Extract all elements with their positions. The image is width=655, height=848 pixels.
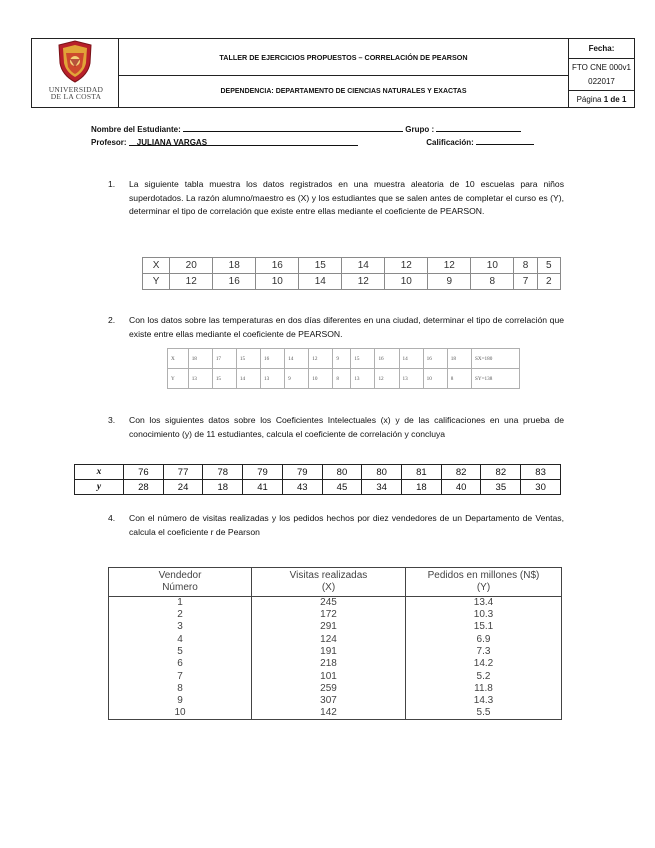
exercise-2-text: Con los datos sobre las temperaturas en dos días diferentes en una ciudad, determinar el tipo de correlación que existe entre ellas mediante el coeficiente de PEARSON. xyxy=(129,315,564,339)
table-cell: 15 xyxy=(236,349,260,369)
logo-text-line1: UNIVERSIDAD xyxy=(48,85,104,94)
table-row xyxy=(109,609,562,621)
table-cell: 16 xyxy=(261,349,285,369)
table-row xyxy=(109,634,562,646)
table-cell: X xyxy=(143,258,170,274)
table-cell: 10 xyxy=(309,369,333,389)
exercise-2-number: 2. xyxy=(108,315,116,325)
table-cell: 34 xyxy=(362,480,402,495)
table-cell: 82 xyxy=(441,465,481,480)
table-cell: 7 xyxy=(109,670,252,682)
table-cell: 35 xyxy=(481,480,521,495)
page-mid: de xyxy=(608,94,622,104)
table-cell: 40 xyxy=(441,480,481,495)
professor-row xyxy=(91,137,534,147)
column-header-line: Vendedor xyxy=(158,570,202,581)
table-cell: Y xyxy=(168,369,189,389)
table-cell: 5.2 xyxy=(406,670,562,682)
table-cell: 13.4 xyxy=(406,597,562,610)
table-cell: 1 xyxy=(109,597,252,610)
table-cell: 15.1 xyxy=(406,621,562,633)
table-cell: x xyxy=(75,465,124,480)
shield-icon xyxy=(32,39,118,85)
table-row xyxy=(109,683,562,695)
table-cell: 5 xyxy=(109,646,252,658)
table-row xyxy=(109,646,562,658)
column-header-line: (Y) xyxy=(476,582,491,593)
table-cell: 4 xyxy=(109,634,252,646)
exercise-1-table xyxy=(142,257,561,290)
table-cell: 14 xyxy=(236,369,260,389)
university-logo xyxy=(32,39,119,107)
table-cell: 14 xyxy=(399,349,423,369)
table-cell: 79 xyxy=(243,465,283,480)
professor-name: JULIANA VARGAS xyxy=(136,138,208,147)
table-cell: 142 xyxy=(252,707,406,720)
table-cell: 41 xyxy=(243,480,283,495)
table-cell: 15 xyxy=(212,369,236,389)
exercise-1-number: 1. xyxy=(108,179,116,189)
table-cell: 82 xyxy=(481,465,521,480)
exercise-4-text: Con el número de visitas realizadas y los pedidos hechos por diez vendedores de un Departamento de Ventas, calcula el coeficiente r de Pearson xyxy=(129,513,564,537)
table-row xyxy=(75,465,561,480)
table-cell: 30 xyxy=(521,480,561,495)
exercise-4-number: 4. xyxy=(108,513,116,523)
document-code-line2: 022017 xyxy=(588,77,615,86)
table-cell: 18 xyxy=(188,349,212,369)
table-cell: 8 xyxy=(447,369,471,389)
table-cell: 77 xyxy=(163,465,203,480)
table-cell: 13 xyxy=(399,369,423,389)
column-header-line: (X) xyxy=(321,582,336,593)
grade-field[interactable] xyxy=(476,137,534,145)
table-cell: 16 xyxy=(256,258,299,274)
table-cell: 13 xyxy=(261,369,285,389)
table-cell: 8 xyxy=(333,369,351,389)
table-cell: 13 xyxy=(188,369,212,389)
table-cell: 83 xyxy=(521,465,561,480)
table-cell: 79 xyxy=(282,465,322,480)
table-cell: 9 xyxy=(428,274,471,290)
dependency-label: DEPENDENCIA: DEPARTAMENTO DE CIENCIAS NATURALES Y EXACTAS xyxy=(119,76,569,107)
column-header-line: Número xyxy=(162,582,198,593)
table-cell: 172 xyxy=(252,609,406,621)
table-cell: X xyxy=(168,349,189,369)
exercise-4-table xyxy=(108,567,562,720)
table-cell: 5.5 xyxy=(406,707,562,720)
table-cell: 12 xyxy=(170,274,213,290)
table-row xyxy=(109,707,562,720)
table-cell: 291 xyxy=(252,621,406,633)
table-cell: 80 xyxy=(322,465,362,480)
table-cell: 16 xyxy=(375,349,399,369)
document-title: TALLER DE EJERCICIOS PROPUESTOS – CORRELACIÓN DE PEARSON xyxy=(119,39,569,76)
table-cell: 80 xyxy=(362,465,402,480)
table-cell: 24 xyxy=(163,480,203,495)
table-cell: 76 xyxy=(124,465,164,480)
exercise-3-table xyxy=(74,464,561,495)
table-cell: 6 xyxy=(109,658,252,670)
table-cell: 12 xyxy=(309,349,333,369)
table-cell: 10 xyxy=(471,258,514,274)
table-cell: 14 xyxy=(285,349,309,369)
table-cell: 14.3 xyxy=(406,695,562,707)
table-cell: 2 xyxy=(109,609,252,621)
table-cell: 5 xyxy=(537,258,560,274)
table-row xyxy=(109,658,562,670)
group-field[interactable] xyxy=(436,124,521,132)
column-header xyxy=(252,568,406,597)
table-cell: 307 xyxy=(252,695,406,707)
student-name-label: Nombre del Estudiante: xyxy=(91,125,181,134)
table-cell: 16 xyxy=(213,274,256,290)
table-cell: 124 xyxy=(252,634,406,646)
column-header-line: Pedidos en millones (N$) xyxy=(427,570,540,581)
student-name-field[interactable] xyxy=(183,124,403,132)
column-header xyxy=(109,568,252,597)
table-cell: 12 xyxy=(342,274,385,290)
table-cell: 10 xyxy=(256,274,299,290)
document-header xyxy=(31,38,635,108)
grade-label: Calificación: xyxy=(426,138,474,147)
exercise-1-text: La siguiente tabla muestra los datos registrados en una muestra aleatoria de 10 escuelas para niños superdotados. La razón alumno/maestro es (X) y los estudiantes que se salen antes de completar el curso es (Y), determinar el tipo de correlación que existe entre ellas mediante el coeficiente de PEARSON. xyxy=(129,179,564,217)
table-cell: 43 xyxy=(282,480,322,495)
exercise-3-number: 3. xyxy=(108,415,116,425)
table-row xyxy=(75,480,561,495)
table-row xyxy=(168,349,520,369)
document-code-line1: FTO CNE 000v1 xyxy=(572,63,631,72)
table-row xyxy=(168,369,520,389)
table-cell: 18 xyxy=(203,480,243,495)
table-cell: 3 xyxy=(109,621,252,633)
table-cell: 191 xyxy=(252,646,406,658)
table-cell: 14 xyxy=(342,258,385,274)
table-cell: SX=180 xyxy=(472,349,520,369)
table-cell: 9 xyxy=(109,695,252,707)
table-cell: y xyxy=(75,480,124,495)
exercise-2-table xyxy=(167,348,520,389)
table-header-row xyxy=(109,568,562,597)
table-cell: 12 xyxy=(375,369,399,389)
table-cell: 218 xyxy=(252,658,406,670)
table-cell: 18 xyxy=(447,349,471,369)
professor-name-field xyxy=(129,138,358,146)
table-cell: 8 xyxy=(109,683,252,695)
logo-wordmark xyxy=(36,86,116,100)
table-cell: 81 xyxy=(402,465,442,480)
page-prefix: Página xyxy=(576,94,604,104)
logo-text-line2: DE LA COSTA xyxy=(50,92,102,101)
date-label: Fecha: xyxy=(569,39,634,59)
exercise-2 xyxy=(108,314,564,341)
exercise-1 xyxy=(108,178,564,219)
table-row xyxy=(109,621,562,633)
column-header-line: Visitas realizadas xyxy=(289,570,368,581)
table-cell: 7 xyxy=(514,274,537,290)
table-cell: 14.2 xyxy=(406,658,562,670)
table-cell: 10 xyxy=(423,369,447,389)
page-current: 1 xyxy=(603,94,609,104)
table-cell: 28 xyxy=(124,480,164,495)
exercise-3 xyxy=(108,414,564,441)
table-cell: Y xyxy=(143,274,170,290)
table-row xyxy=(109,670,562,682)
table-cell: 12 xyxy=(428,258,471,274)
professor-label: Profesor: xyxy=(91,138,127,147)
table-row xyxy=(143,258,561,274)
column-header xyxy=(406,568,562,597)
table-cell: 11.8 xyxy=(406,683,562,695)
exercise-4 xyxy=(108,512,564,539)
student-name-row xyxy=(91,124,521,134)
group-label: Grupo : xyxy=(405,125,435,134)
table-cell: 10 xyxy=(385,274,428,290)
table-cell: 101 xyxy=(252,670,406,682)
table-cell: 9 xyxy=(285,369,309,389)
table-cell: 14 xyxy=(299,274,342,290)
table-cell: 2 xyxy=(537,274,560,290)
table-cell: 12 xyxy=(385,258,428,274)
document-code xyxy=(569,59,634,91)
table-cell: 6.9 xyxy=(406,634,562,646)
table-row xyxy=(109,695,562,707)
page-indicator xyxy=(569,91,634,107)
table-cell: 7.3 xyxy=(406,646,562,658)
exercise-3-text: Con los siguientes datos sobre los Coeficientes Intelectuales (x) y de las calificaciones en una prueba de conocimiento (y) de 11 estudiantes, calcula el coeficiente de correlación y concluya xyxy=(129,415,564,439)
page-total: 1 xyxy=(621,94,627,104)
table-cell: 8 xyxy=(514,258,537,274)
table-cell: 18 xyxy=(213,258,256,274)
table-cell: 259 xyxy=(252,683,406,695)
table-cell: 45 xyxy=(322,480,362,495)
table-row xyxy=(143,274,561,290)
table-cell: 20 xyxy=(170,258,213,274)
table-cell: 17 xyxy=(212,349,236,369)
table-cell: 78 xyxy=(203,465,243,480)
table-cell: 15 xyxy=(351,349,375,369)
table-row xyxy=(109,597,562,610)
table-cell: 13 xyxy=(351,369,375,389)
table-cell: 245 xyxy=(252,597,406,610)
table-cell: 10 xyxy=(109,707,252,720)
table-cell: 8 xyxy=(471,274,514,290)
table-cell: 16 xyxy=(423,349,447,369)
table-cell: 18 xyxy=(402,480,442,495)
table-cell: 10.3 xyxy=(406,609,562,621)
table-cell: 9 xyxy=(333,349,351,369)
table-cell: 15 xyxy=(299,258,342,274)
table-cell: SY=138 xyxy=(472,369,520,389)
